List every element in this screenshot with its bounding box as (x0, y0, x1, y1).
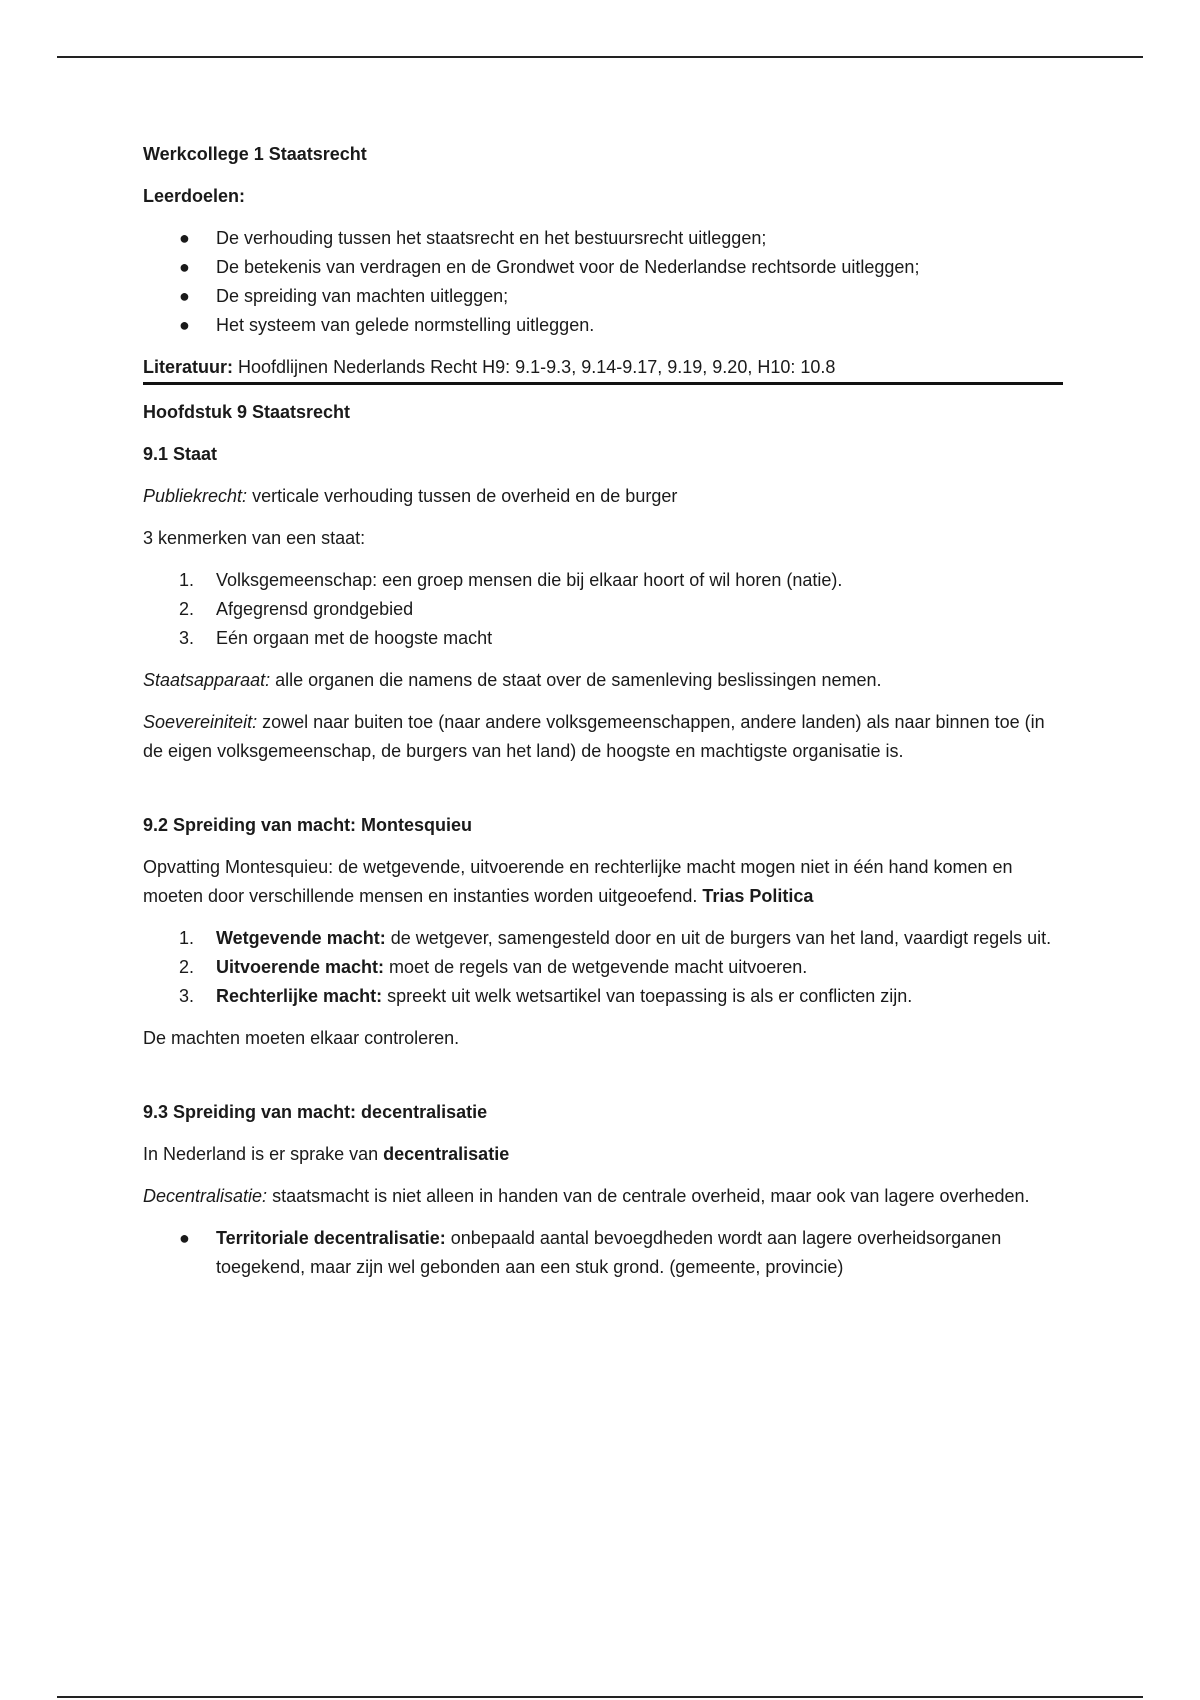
top-rule (57, 56, 1143, 58)
list-item: 1. Wetgevende macht: de wetgever, samengesteld door en uit de burgers van het land, vaardigt regels uit. (179, 928, 1052, 948)
list-item: ● Territoriale decentralisatie: onbepaald aantal bevoegdheden wordt aan lagere overheidsorganen toegekend, maar zijn wel gebonden aan een stuk grond. (gemeente, provincie) (143, 1224, 1063, 1282)
staatsapparaat-definition: Staatsapparaat: alle organen die namens de staat over de samenleving beslissingen nemen. (143, 670, 882, 690)
document-body (143, 140, 1063, 1282)
list-item: 2. Uitvoerende macht: moet de regels van de wetgevende macht uitvoeren. (179, 957, 808, 977)
bullet-icon: ● (179, 228, 190, 248)
learning-goals-heading: Leerdoelen: (143, 186, 246, 206)
learning-goals-list (143, 224, 1063, 340)
soevereiniteit-definition: Soevereiniteit: zowel naar buiten toe (naar andere volksgemeenschappen, andere landen) als naar binnen toe (in de eigen volksgemeenschap, de burgers van het land) de hoogste en machtigste organisatie is. (143, 712, 1045, 761)
decentralisation-list (143, 1224, 1063, 1282)
bullet-icon: ● (179, 1228, 190, 1248)
bullet-icon: ● (179, 315, 190, 335)
montesquieu-intro: Opvatting Montesquieu: de wetgevende, uitvoerende en rechterlijke macht mogen niet in één hand komen en moeten door verschillende mensen en instanties worden uitgeoefend. Trias Politica (143, 857, 1013, 906)
list-item: ● De verhouding tussen het staatsrecht en het bestuursrecht uitleggen; (143, 224, 1063, 253)
bullet-icon: ● (179, 257, 190, 277)
powers-closing: De machten moeten elkaar controleren. (143, 1028, 460, 1048)
chapter-heading: Hoofdstuk 9 Staatsrecht (143, 402, 351, 422)
decentralisation-intro: In Nederland is er sprake van decentralisatie (143, 1144, 510, 1164)
list-item: ● Het systeem van gelede normstelling uitleggen. (143, 311, 1063, 340)
state-features-list (143, 566, 1063, 653)
list-item: 1. Volksgemeenschap: een groep mensen die bij elkaar hoort of wil horen (natie). (179, 570, 843, 590)
publiekrecht-definition: Publiekrecht: verticale verhouding tussen de overheid en de burger (143, 486, 678, 506)
literature-label: Literatuur: (143, 357, 233, 377)
features-intro: 3 kenmerken van een staat: (143, 528, 366, 548)
list-item: ● De spreiding van machten uitleggen; (143, 282, 1063, 311)
bullet-icon: ● (179, 286, 190, 306)
literature-line (143, 353, 1063, 385)
powers-list (143, 924, 1063, 1011)
document-title: Werkcollege 1 Staatsrecht (143, 144, 367, 164)
list-item: 3. Rechterlijke macht: spreekt uit welk wetsartikel van toepassing is als er conflicten zijn. (179, 986, 913, 1006)
literature-text: Hoofdlijnen Nederlands Recht H9: 9.1-9.3, 9.14-9.17, 9.19, 9.20, H10: 10.8 (233, 357, 836, 377)
section-9-1-heading: 9.1 Staat (143, 444, 218, 464)
section-9-2-heading: 9.2 Spreiding van macht: Montesquieu (143, 815, 473, 835)
section-9-3-heading: 9.3 Spreiding van macht: decentralisatie (143, 1102, 488, 1122)
bottom-rule (57, 1696, 1143, 1698)
list-item: 3. Eén orgaan met de hoogste macht (179, 628, 493, 648)
list-item: ● De betekenis van verdragen en de Grondwet voor de Nederlandse rechtsorde uitleggen; (143, 253, 1063, 282)
list-item: 2. Afgegrensd grondgebied (179, 599, 414, 619)
decentralisatie-definition: Decentralisatie: staatsmacht is niet alleen in handen van de centrale overheid, maar ook van lagere overheden. (143, 1186, 1030, 1206)
